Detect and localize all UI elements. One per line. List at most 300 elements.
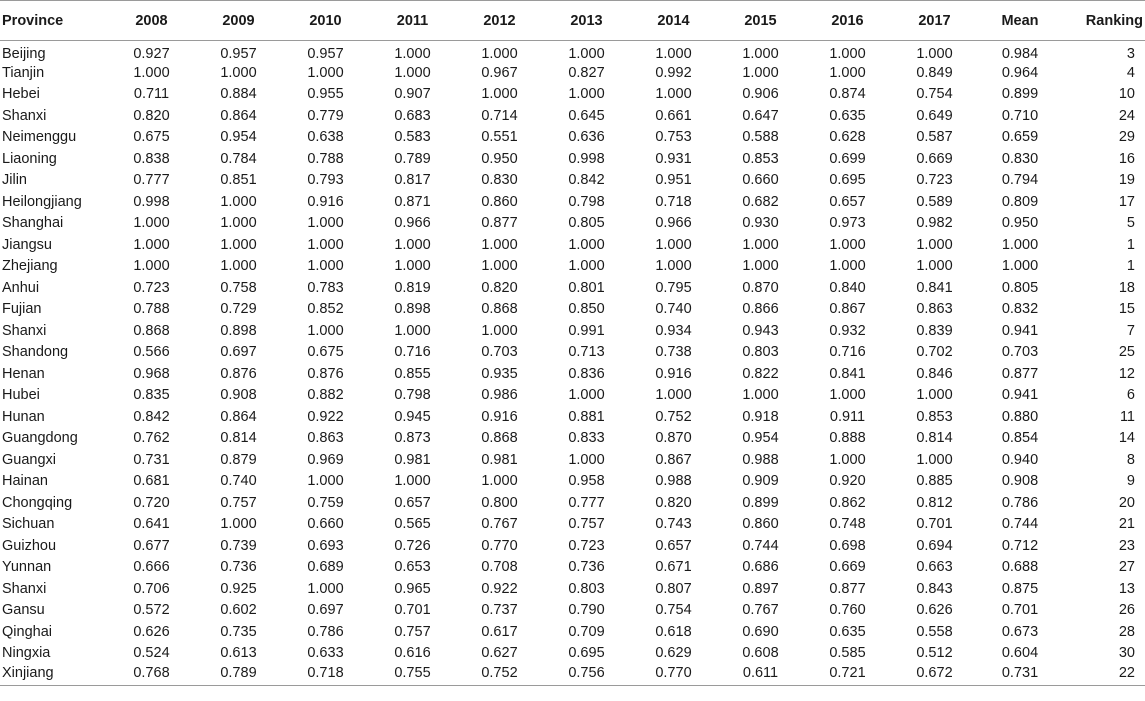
value-cell: 0.788 [133, 301, 170, 318]
value-cell: 0.803 [568, 580, 605, 597]
table-row [0, 664, 1145, 686]
value-cell: 0.860 [481, 193, 518, 210]
table-row [0, 535, 1145, 557]
value-cell: 0.636 [568, 129, 605, 146]
value-cell: 0.934 [655, 322, 692, 339]
value-cell: 0.888 [829, 430, 866, 447]
value-cell: 0.638 [307, 129, 344, 146]
value-cell: 0.786 [307, 623, 344, 640]
province-cell: Hebei [2, 86, 40, 103]
value-cell: 0.666 [133, 559, 170, 576]
province-cell: Shandong [2, 344, 69, 361]
value-cell: 1.000 [307, 322, 344, 339]
value-cell: 0.864 [220, 107, 257, 124]
value-cell: 1.000 [568, 86, 605, 103]
value-cell: 1.000 [220, 236, 257, 253]
value-cell: 0.909 [742, 473, 779, 490]
value-cell: 1.000 [568, 451, 605, 468]
value-cell: 0.657 [829, 193, 866, 210]
table-row [0, 84, 1145, 106]
value-cell: 0.551 [481, 129, 518, 146]
value-cell: 0.663 [916, 559, 953, 576]
value-cell: 0.982 [916, 215, 953, 232]
value-cell: 0.877 [481, 215, 518, 232]
value-cell: 1.000 [394, 258, 431, 275]
ranking-cell: 14 [1118, 430, 1135, 447]
value-cell: 0.744 [742, 537, 779, 554]
value-cell: 0.958 [568, 473, 605, 490]
province-cell: Hubei [2, 387, 40, 404]
value-cell: 1.000 [742, 387, 779, 404]
province-cell: Shanxi [2, 322, 47, 339]
value-cell: 0.881 [568, 408, 605, 425]
province-cell: Xinjiang [0, 664, 108, 686]
mean-cell: 1.000 [1001, 258, 1039, 275]
value-cell: 1.000 [916, 387, 953, 404]
value-cell: 1.000 [220, 64, 257, 81]
value-cell: 0.943 [742, 322, 779, 339]
province-cell: Hainan [2, 473, 48, 490]
value-cell: 1.000 [568, 258, 605, 275]
value-cell: 0.873 [394, 430, 431, 447]
table-row [0, 643, 1145, 665]
table-row [0, 213, 1145, 235]
value-cell: 0.954 [742, 430, 779, 447]
value-cell: 0.697 [220, 344, 257, 361]
value-cell: 0.852 [307, 301, 344, 318]
value-cell: 1.000 [829, 64, 866, 81]
ranking-cell: 3 [1126, 46, 1135, 62]
value-cell: 1.000 [568, 236, 605, 253]
value-cell: 0.770 [630, 664, 717, 686]
value-cell: 0.693 [307, 537, 344, 554]
column-header-2012: 2012 [456, 1, 543, 41]
mean-cell: 0.673 [1001, 623, 1039, 640]
value-cell: 0.922 [481, 580, 518, 597]
value-cell: 0.702 [916, 344, 953, 361]
value-cell: 0.862 [829, 494, 866, 511]
value-cell: 0.583 [394, 129, 431, 146]
value-cell: 0.735 [220, 623, 257, 640]
mean-cell: 0.701 [1001, 602, 1039, 619]
value-cell: 0.657 [394, 494, 431, 511]
value-cell: 0.931 [655, 150, 692, 167]
value-cell: 0.565 [394, 516, 431, 533]
value-cell: 1.000 [307, 236, 344, 253]
value-cell: 0.777 [568, 494, 605, 511]
value-cell: 0.512 [916, 645, 953, 662]
value-cell: 0.899 [742, 494, 779, 511]
province-cell: Guangxi [2, 451, 57, 468]
value-cell: 1.000 [568, 387, 605, 404]
value-cell: 0.793 [307, 172, 344, 189]
value-cell: 0.690 [742, 623, 779, 640]
value-cell: 0.721 [804, 664, 891, 686]
value-cell: 1.000 [307, 473, 344, 490]
mean-cell: 0.950 [1001, 215, 1039, 232]
table-row [0, 320, 1145, 342]
value-cell: 0.626 [916, 602, 953, 619]
value-cell: 0.524 [133, 645, 170, 662]
value-cell: 0.783 [307, 279, 344, 296]
value-cell: 0.991 [568, 322, 605, 339]
value-cell: 0.876 [220, 365, 257, 382]
value-cell: 0.863 [916, 301, 953, 318]
column-header-2016: 2016 [804, 1, 891, 41]
mean-cell: 0.744 [1001, 516, 1039, 533]
value-cell: 0.566 [133, 344, 170, 361]
mean-cell: 0.880 [1001, 408, 1039, 425]
value-cell: 0.713 [568, 344, 605, 361]
value-cell: 0.739 [220, 537, 257, 554]
value-cell: 0.868 [481, 301, 518, 318]
mean-cell: 0.809 [1001, 193, 1039, 210]
value-cell: 0.660 [307, 516, 344, 533]
value-cell: 0.647 [742, 107, 779, 124]
value-cell: 0.918 [742, 408, 779, 425]
value-cell: 1.000 [655, 46, 692, 62]
value-cell: 0.723 [133, 279, 170, 296]
value-cell: 0.683 [394, 107, 431, 124]
table-row [0, 41, 1145, 63]
value-cell: 0.867 [829, 301, 866, 318]
column-header-province: Province [0, 1, 108, 41]
ranking-cell: 24 [1118, 107, 1135, 124]
value-cell: 0.726 [394, 537, 431, 554]
value-cell: 0.629 [655, 645, 692, 662]
value-cell: 0.870 [655, 430, 692, 447]
value-cell: 0.950 [481, 150, 518, 167]
value-cell: 0.628 [829, 129, 866, 146]
value-cell: 0.613 [220, 645, 257, 662]
mean-cell: 0.830 [1001, 150, 1039, 167]
value-cell: 0.874 [829, 86, 866, 103]
ranking-cell: 15 [1118, 301, 1135, 318]
ranking-cell: 29 [1118, 129, 1135, 146]
value-cell: 0.850 [568, 301, 605, 318]
value-cell: 1.000 [394, 473, 431, 490]
table-row [0, 127, 1145, 149]
value-cell: 0.820 [133, 107, 170, 124]
value-cell: 1.000 [133, 236, 170, 253]
value-cell: 0.740 [220, 473, 257, 490]
province-cell: Jilin [2, 172, 27, 189]
ranking-cell: 30 [1118, 645, 1135, 662]
value-cell: 0.616 [394, 645, 431, 662]
value-cell: 0.920 [829, 473, 866, 490]
value-cell: 1.000 [742, 46, 779, 62]
value-cell: 0.916 [307, 193, 344, 210]
value-cell: 0.701 [394, 602, 431, 619]
value-cell: 0.855 [394, 365, 431, 382]
value-cell: 0.798 [394, 387, 431, 404]
value-cell: 0.698 [829, 537, 866, 554]
province-cell: Hunan [2, 408, 45, 425]
value-cell: 0.777 [133, 172, 170, 189]
table-row [0, 342, 1145, 364]
value-cell: 1.000 [916, 46, 953, 62]
value-cell: 0.833 [568, 430, 605, 447]
value-cell: 0.588 [742, 129, 779, 146]
province-cell: Liaoning [2, 150, 57, 167]
value-cell: 0.842 [133, 408, 170, 425]
mean-cell: 0.940 [1001, 451, 1039, 468]
table-row [0, 471, 1145, 493]
mean-cell: 0.964 [1001, 64, 1039, 81]
value-cell: 0.957 [307, 46, 344, 62]
column-header-2010: 2010 [282, 1, 369, 41]
value-cell: 0.790 [568, 602, 605, 619]
value-cell: 1.000 [742, 236, 779, 253]
value-cell: 0.849 [916, 64, 953, 81]
value-cell: 0.957 [220, 46, 257, 62]
table-row [0, 299, 1145, 321]
value-cell: 0.868 [133, 322, 170, 339]
value-cell: 0.876 [307, 365, 344, 382]
value-cell: 0.682 [742, 193, 779, 210]
value-cell: 0.757 [220, 494, 257, 511]
province-cell: Guizhou [2, 537, 57, 554]
ranking-cell: 7 [1126, 322, 1135, 339]
mean-cell: 0.710 [1001, 107, 1039, 124]
value-cell: 0.736 [220, 559, 257, 576]
province-cell: Shanxi [2, 580, 47, 597]
ranking-cell: 8 [1126, 451, 1135, 468]
value-cell: 0.714 [481, 107, 518, 124]
table-row [0, 385, 1145, 407]
value-cell: 0.681 [133, 473, 170, 490]
value-cell: 0.635 [829, 107, 866, 124]
value-cell: 0.864 [220, 408, 257, 425]
mean-cell: 0.832 [1001, 301, 1039, 318]
value-cell: 0.657 [655, 537, 692, 554]
mean-cell: 0.604 [1001, 645, 1039, 662]
province-cell: Ningxia [2, 645, 51, 662]
mean-cell: 0.794 [1001, 172, 1039, 189]
value-cell: 0.671 [655, 559, 692, 576]
value-cell: 1.000 [220, 258, 257, 275]
province-cell: Shanxi [2, 107, 47, 124]
mean-cell: 0.805 [1001, 279, 1039, 296]
value-cell: 0.695 [829, 172, 866, 189]
value-cell: 0.839 [916, 322, 953, 339]
mean-cell: 0.786 [1001, 494, 1039, 511]
value-cell: 0.755 [369, 664, 456, 686]
table-row [0, 514, 1145, 536]
value-cell: 0.968 [133, 365, 170, 382]
ranking-cell: 27 [1118, 559, 1135, 576]
province-cell: Anhui [2, 279, 40, 296]
value-cell: 1.000 [655, 236, 692, 253]
value-cell: 0.572 [133, 602, 170, 619]
province-cell: Yunnan [2, 559, 52, 576]
table-row [0, 600, 1145, 622]
value-cell: 0.723 [916, 172, 953, 189]
value-cell: 0.867 [655, 451, 692, 468]
value-cell: 0.801 [568, 279, 605, 296]
value-cell: 0.709 [568, 623, 605, 640]
value-cell: 0.738 [655, 344, 692, 361]
ranking-cell: 25 [1118, 344, 1135, 361]
value-cell: 1.000 [481, 86, 518, 103]
mean-cell: 0.731 [978, 664, 1062, 686]
value-cell: 0.758 [220, 279, 257, 296]
value-cell: 0.954 [220, 129, 257, 146]
value-cell: 1.000 [829, 387, 866, 404]
value-cell: 0.863 [307, 430, 344, 447]
value-cell: 1.000 [916, 236, 953, 253]
value-cell: 0.617 [481, 623, 518, 640]
table-row [0, 492, 1145, 514]
table-row [0, 62, 1145, 84]
value-cell: 0.756 [543, 664, 630, 686]
value-cell: 0.868 [481, 430, 518, 447]
ranking-cell: 22 [1062, 664, 1145, 686]
value-cell: 0.686 [742, 559, 779, 576]
value-cell: 0.916 [481, 408, 518, 425]
value-cell: 0.843 [916, 580, 953, 597]
value-cell: 1.000 [133, 215, 170, 232]
value-cell: 1.000 [481, 473, 518, 490]
column-header-ranking: Ranking [1062, 1, 1145, 41]
value-cell: 0.661 [655, 107, 692, 124]
mean-cell: 0.688 [1001, 559, 1039, 576]
ranking-cell: 11 [1119, 408, 1135, 425]
value-cell: 0.908 [220, 387, 257, 404]
table-row [0, 148, 1145, 170]
value-cell: 1.000 [307, 215, 344, 232]
province-cell: Fujian [2, 301, 42, 318]
value-cell: 0.759 [307, 494, 344, 511]
value-cell: 1.000 [829, 451, 866, 468]
value-cell: 0.720 [133, 494, 170, 511]
value-cell: 0.951 [655, 172, 692, 189]
value-cell: 0.768 [108, 664, 195, 686]
value-cell: 0.998 [133, 193, 170, 210]
header-row [0, 1, 1145, 41]
value-cell: 1.000 [481, 258, 518, 275]
table-row [0, 557, 1145, 579]
value-cell: 0.608 [742, 645, 779, 662]
value-cell: 0.645 [568, 107, 605, 124]
value-cell: 1.000 [916, 451, 953, 468]
value-cell: 0.916 [655, 365, 692, 382]
value-cell: 1.000 [829, 258, 866, 275]
table-row [0, 406, 1145, 428]
value-cell: 0.716 [829, 344, 866, 361]
value-cell: 0.967 [481, 64, 518, 81]
value-cell: 0.898 [220, 322, 257, 339]
value-cell: 0.807 [655, 580, 692, 597]
value-cell: 0.701 [916, 516, 953, 533]
column-header-2008: 2008 [108, 1, 195, 41]
value-cell: 0.753 [655, 129, 692, 146]
value-cell: 0.627 [481, 645, 518, 662]
value-cell: 1.000 [220, 193, 257, 210]
mean-cell: 0.877 [1001, 365, 1039, 382]
value-cell: 0.988 [655, 473, 692, 490]
ranking-cell: 13 [1118, 580, 1135, 597]
value-cell: 0.795 [655, 279, 692, 296]
value-cell: 0.853 [916, 408, 953, 425]
value-cell: 0.626 [133, 623, 170, 640]
value-cell: 0.723 [568, 537, 605, 554]
value-cell: 1.000 [742, 258, 779, 275]
ranking-cell: 19 [1118, 172, 1135, 189]
value-cell: 1.000 [481, 46, 518, 62]
value-cell: 0.737 [481, 602, 518, 619]
mean-cell: 0.712 [1001, 537, 1039, 554]
ranking-cell: 10 [1118, 86, 1135, 103]
value-cell: 0.969 [307, 451, 344, 468]
table-row [0, 191, 1145, 213]
value-cell: 0.660 [742, 172, 779, 189]
ranking-cell: 16 [1118, 150, 1135, 167]
value-cell: 0.817 [394, 172, 431, 189]
value-cell: 0.767 [742, 602, 779, 619]
table-row [0, 578, 1145, 600]
value-cell: 0.689 [307, 559, 344, 576]
value-cell: 1.000 [655, 387, 692, 404]
value-cell: 0.740 [655, 301, 692, 318]
value-cell: 0.653 [394, 559, 431, 576]
value-cell: 0.922 [307, 408, 344, 425]
province-cell: Neimenggu [2, 129, 77, 146]
value-cell: 1.000 [655, 258, 692, 275]
value-cell: 0.716 [394, 344, 431, 361]
value-cell: 0.754 [916, 86, 953, 103]
value-cell: 0.611 [717, 664, 804, 686]
mean-cell: 0.908 [1001, 473, 1039, 490]
value-cell: 0.822 [742, 365, 779, 382]
table-row [0, 105, 1145, 127]
value-cell: 0.814 [916, 430, 953, 447]
value-cell: 0.998 [568, 150, 605, 167]
value-cell: 0.789 [195, 664, 282, 686]
province-cell: Guangdong [2, 430, 78, 447]
value-cell: 0.677 [133, 537, 170, 554]
value-cell: 0.633 [307, 645, 344, 662]
value-cell: 0.820 [655, 494, 692, 511]
value-cell: 1.000 [568, 46, 605, 62]
ranking-cell: 5 [1126, 215, 1135, 232]
value-cell: 0.930 [742, 215, 779, 232]
ranking-cell: 28 [1118, 623, 1135, 640]
table-row [0, 449, 1145, 471]
mean-cell: 1.000 [1001, 236, 1039, 253]
value-cell: 0.906 [742, 86, 779, 103]
value-cell: 0.853 [742, 150, 779, 167]
value-cell: 1.000 [394, 46, 431, 62]
mean-cell: 0.941 [1001, 387, 1039, 404]
value-cell: 1.000 [394, 322, 431, 339]
value-cell: 0.879 [220, 451, 257, 468]
value-cell: 0.752 [456, 664, 543, 686]
table-row [0, 428, 1145, 450]
mean-cell: 0.703 [1001, 344, 1039, 361]
value-cell: 0.841 [916, 279, 953, 296]
column-header-2013: 2013 [543, 1, 630, 41]
value-cell: 1.000 [481, 322, 518, 339]
value-cell: 1.000 [655, 86, 692, 103]
value-cell: 1.000 [307, 580, 344, 597]
value-cell: 0.860 [742, 516, 779, 533]
value-cell: 0.986 [481, 387, 518, 404]
mean-cell: 0.984 [1001, 46, 1039, 62]
ranking-cell: 6 [1126, 387, 1135, 404]
value-cell: 0.748 [829, 516, 866, 533]
value-cell: 0.925 [220, 580, 257, 597]
